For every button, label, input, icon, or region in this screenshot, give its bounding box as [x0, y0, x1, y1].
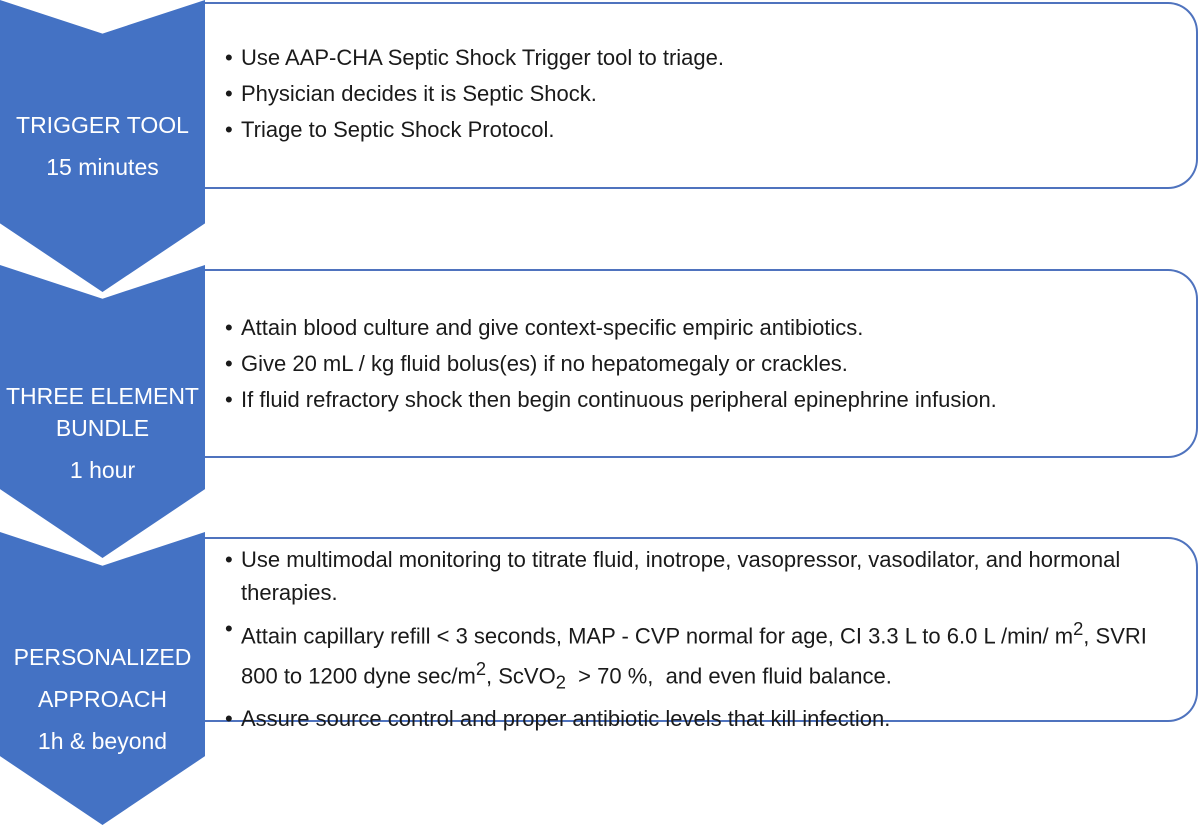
stage-3-bullet-2-sub-1: 2 [555, 672, 566, 694]
stage-2-label-line-3: 1 hour [69, 457, 136, 483]
stage-2-label-line-1: THREE ELEMENT [6, 383, 199, 409]
stage-3-label-line-2: APPROACH [37, 686, 168, 712]
stage-2-bullet-2: • Give 20 mL / kg fluid bolus(es) if no hepatomegaly or crackles. [225, 346, 1186, 382]
stage-1-bullet-2: • Physician decides it is Septic Shock. [225, 76, 1186, 112]
stage-3-label-line-1: PERSONALIZED [13, 644, 192, 670]
stage-3-bullet-1: • Use multimodal monitoring to titrate fluid, inotrope, vasopressor, vasodilator, and hormonal therapies. [225, 543, 1186, 609]
stage-1-bullets [225, 40, 1186, 148]
stage-3-bullet-2-part-4: > 70 %, and even fluid balance. [565, 663, 892, 689]
stage-1-label-line-1: TRIGGER TOOL [16, 112, 189, 138]
stage-1-label-line-2: 15 minutes [46, 154, 159, 180]
stage-3-bullet-2-part-2: , SVRI 800 to 1200 dyne sec/m [241, 623, 1147, 689]
stage-2-bullet-1: • Attain blood culture and give context-specific empiric antibiotics. [225, 310, 1186, 346]
stage-3-bullet-3: • Assure source control and proper antibiotic levels that kill infection. [225, 702, 1186, 735]
stage-1-bullet-3: • Triage to Septic Shock Protocol. [225, 112, 1186, 148]
stage-3-bullets [225, 543, 1186, 738]
stage-3-bullet-2-sup-2: 2 [475, 658, 487, 680]
stage-2-label [0, 380, 205, 486]
stage-3-label-line-3: 1h & beyond [37, 728, 168, 754]
stage-3-bullet-2-part-3: , ScVO [486, 663, 556, 689]
stage-3-bullet-2-sup-1: 2 [1073, 618, 1084, 639]
stage-3-bullet-2 [225, 612, 1186, 699]
stage-1-label [0, 109, 205, 183]
stage-1-bullet-1: • Use AAP-CHA Septic Shock Trigger tool to triage. [225, 40, 1186, 76]
stage-2-bullets [225, 310, 1186, 418]
stage-3-bullet-2-part-1: Attain capillary refill < 3 seconds, MAP - CVP normal for age, CI 3.3 L to 6.0 L /min/ m [241, 623, 1074, 649]
stage-2-bullet-3: • If fluid refractory shock then begin continuous peripheral epinephrine infusion. [225, 382, 1186, 418]
stage-2-label-line-2: BUNDLE [55, 415, 150, 441]
stage-3-label [0, 641, 205, 757]
